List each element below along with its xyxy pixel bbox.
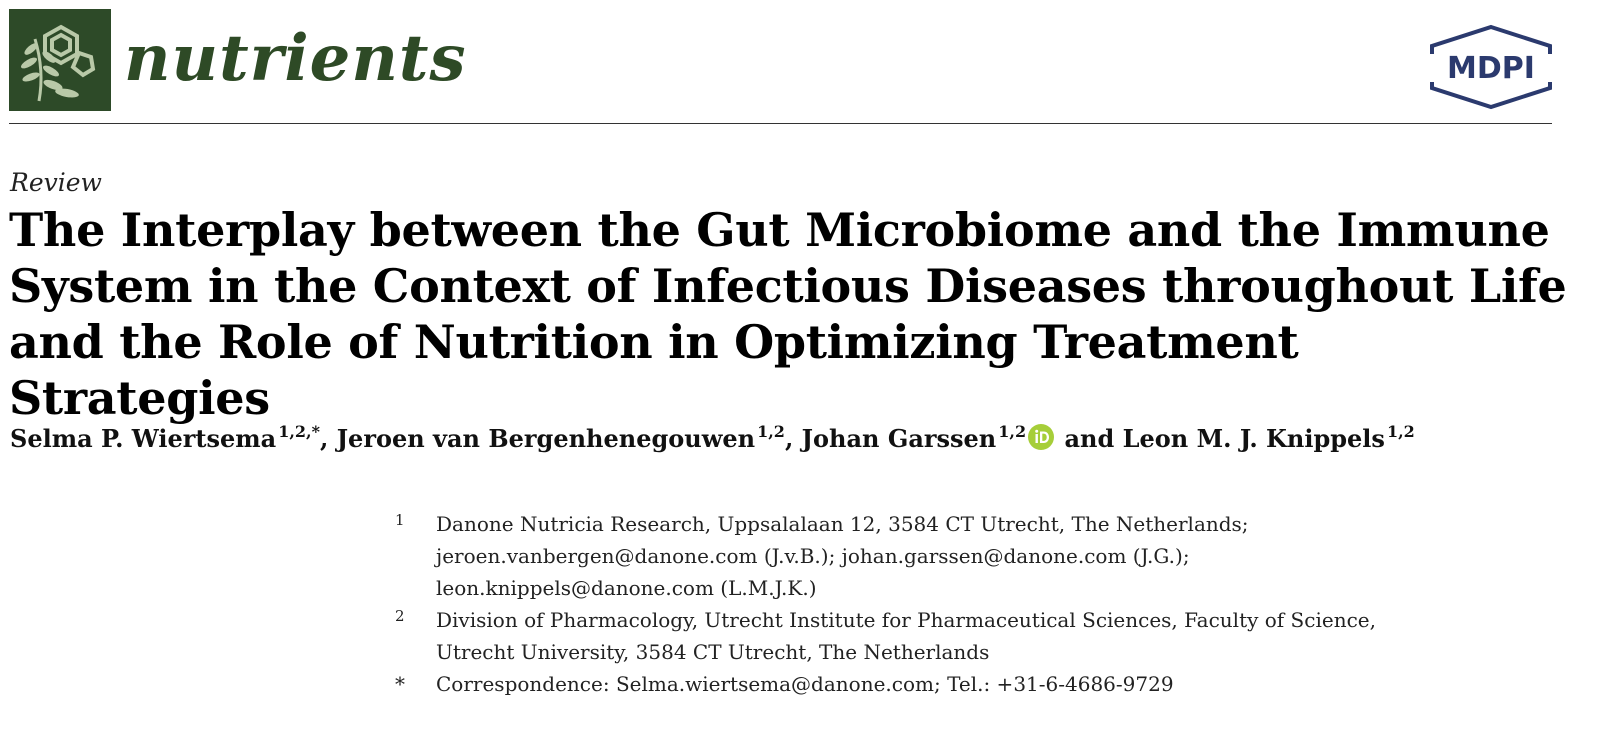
affiliations: [395, 508, 1495, 700]
journal-name: nutrients: [124, 21, 467, 96]
header: [0, 0, 1600, 125]
author-affiliation-marker: 1,2: [757, 422, 785, 441]
affiliation-item: [395, 604, 1495, 668]
affiliation-marker: 1: [395, 511, 405, 529]
article-title: The Interplay between the Gut Microbiome and the Immune System in the Context of Infectious Diseases throughout Life and the Role of Nutrition in Optimizing Treatment Strategies: [9, 203, 1567, 425]
author-name[interactable]: Selma P. Wiertsema: [10, 424, 277, 453]
article-type: Review: [10, 168, 102, 197]
header-divider: [9, 123, 1552, 124]
author-separator: and: [1056, 424, 1123, 453]
author-affiliation-marker: 1,2,*: [278, 422, 320, 441]
affiliation-item: [395, 508, 1495, 604]
affiliation-line: Utrecht University, 3584 CT Utrecht, The Netherlands: [436, 640, 990, 664]
author-name[interactable]: Jeroen van Bergenhenegouwen: [336, 424, 756, 453]
author-affiliation-marker: 1,2: [1386, 422, 1415, 441]
publisher-name: MDPI: [1447, 51, 1535, 86]
author-name[interactable]: Leon M. J. Knippels: [1122, 424, 1385, 453]
affiliation-line: Danone Nutricia Research, Uppsalalaan 12, 3584 CT Utrecht, The Netherlands;: [436, 512, 1249, 536]
author-affiliation-marker: 1,2: [998, 422, 1027, 441]
correspondence-line[interactable]: Correspondence: Selma.wiertsema@danone.com; Tel.: +31-6-4686-9729: [436, 672, 1174, 696]
affiliation-marker: 2: [395, 607, 405, 625]
affiliation-line: Division of Pharmacology, Utrecht Institute for Pharmaceutical Sciences, Faculty of Science,: [436, 608, 1376, 632]
affiliation-email-line[interactable]: jeroen.vanbergen@danone.com (J.v.B.); johan.garssen@danone.com (J.G.);: [436, 544, 1190, 568]
publisher-logo: [1428, 24, 1554, 110]
orcid-icon[interactable]: [1028, 424, 1054, 450]
correspondence-item: [395, 668, 1495, 700]
author-list: [10, 422, 1415, 453]
author-name[interactable]: Johan Garssen: [801, 424, 997, 453]
affiliation-email-line[interactable]: leon.knippels@danone.com (L.M.J.K.): [436, 576, 817, 600]
author-separator: ,: [784, 424, 802, 453]
journal-logo-icon: [9, 9, 111, 111]
correspondence-marker: *: [395, 672, 405, 696]
author-separator: ,: [319, 424, 337, 453]
